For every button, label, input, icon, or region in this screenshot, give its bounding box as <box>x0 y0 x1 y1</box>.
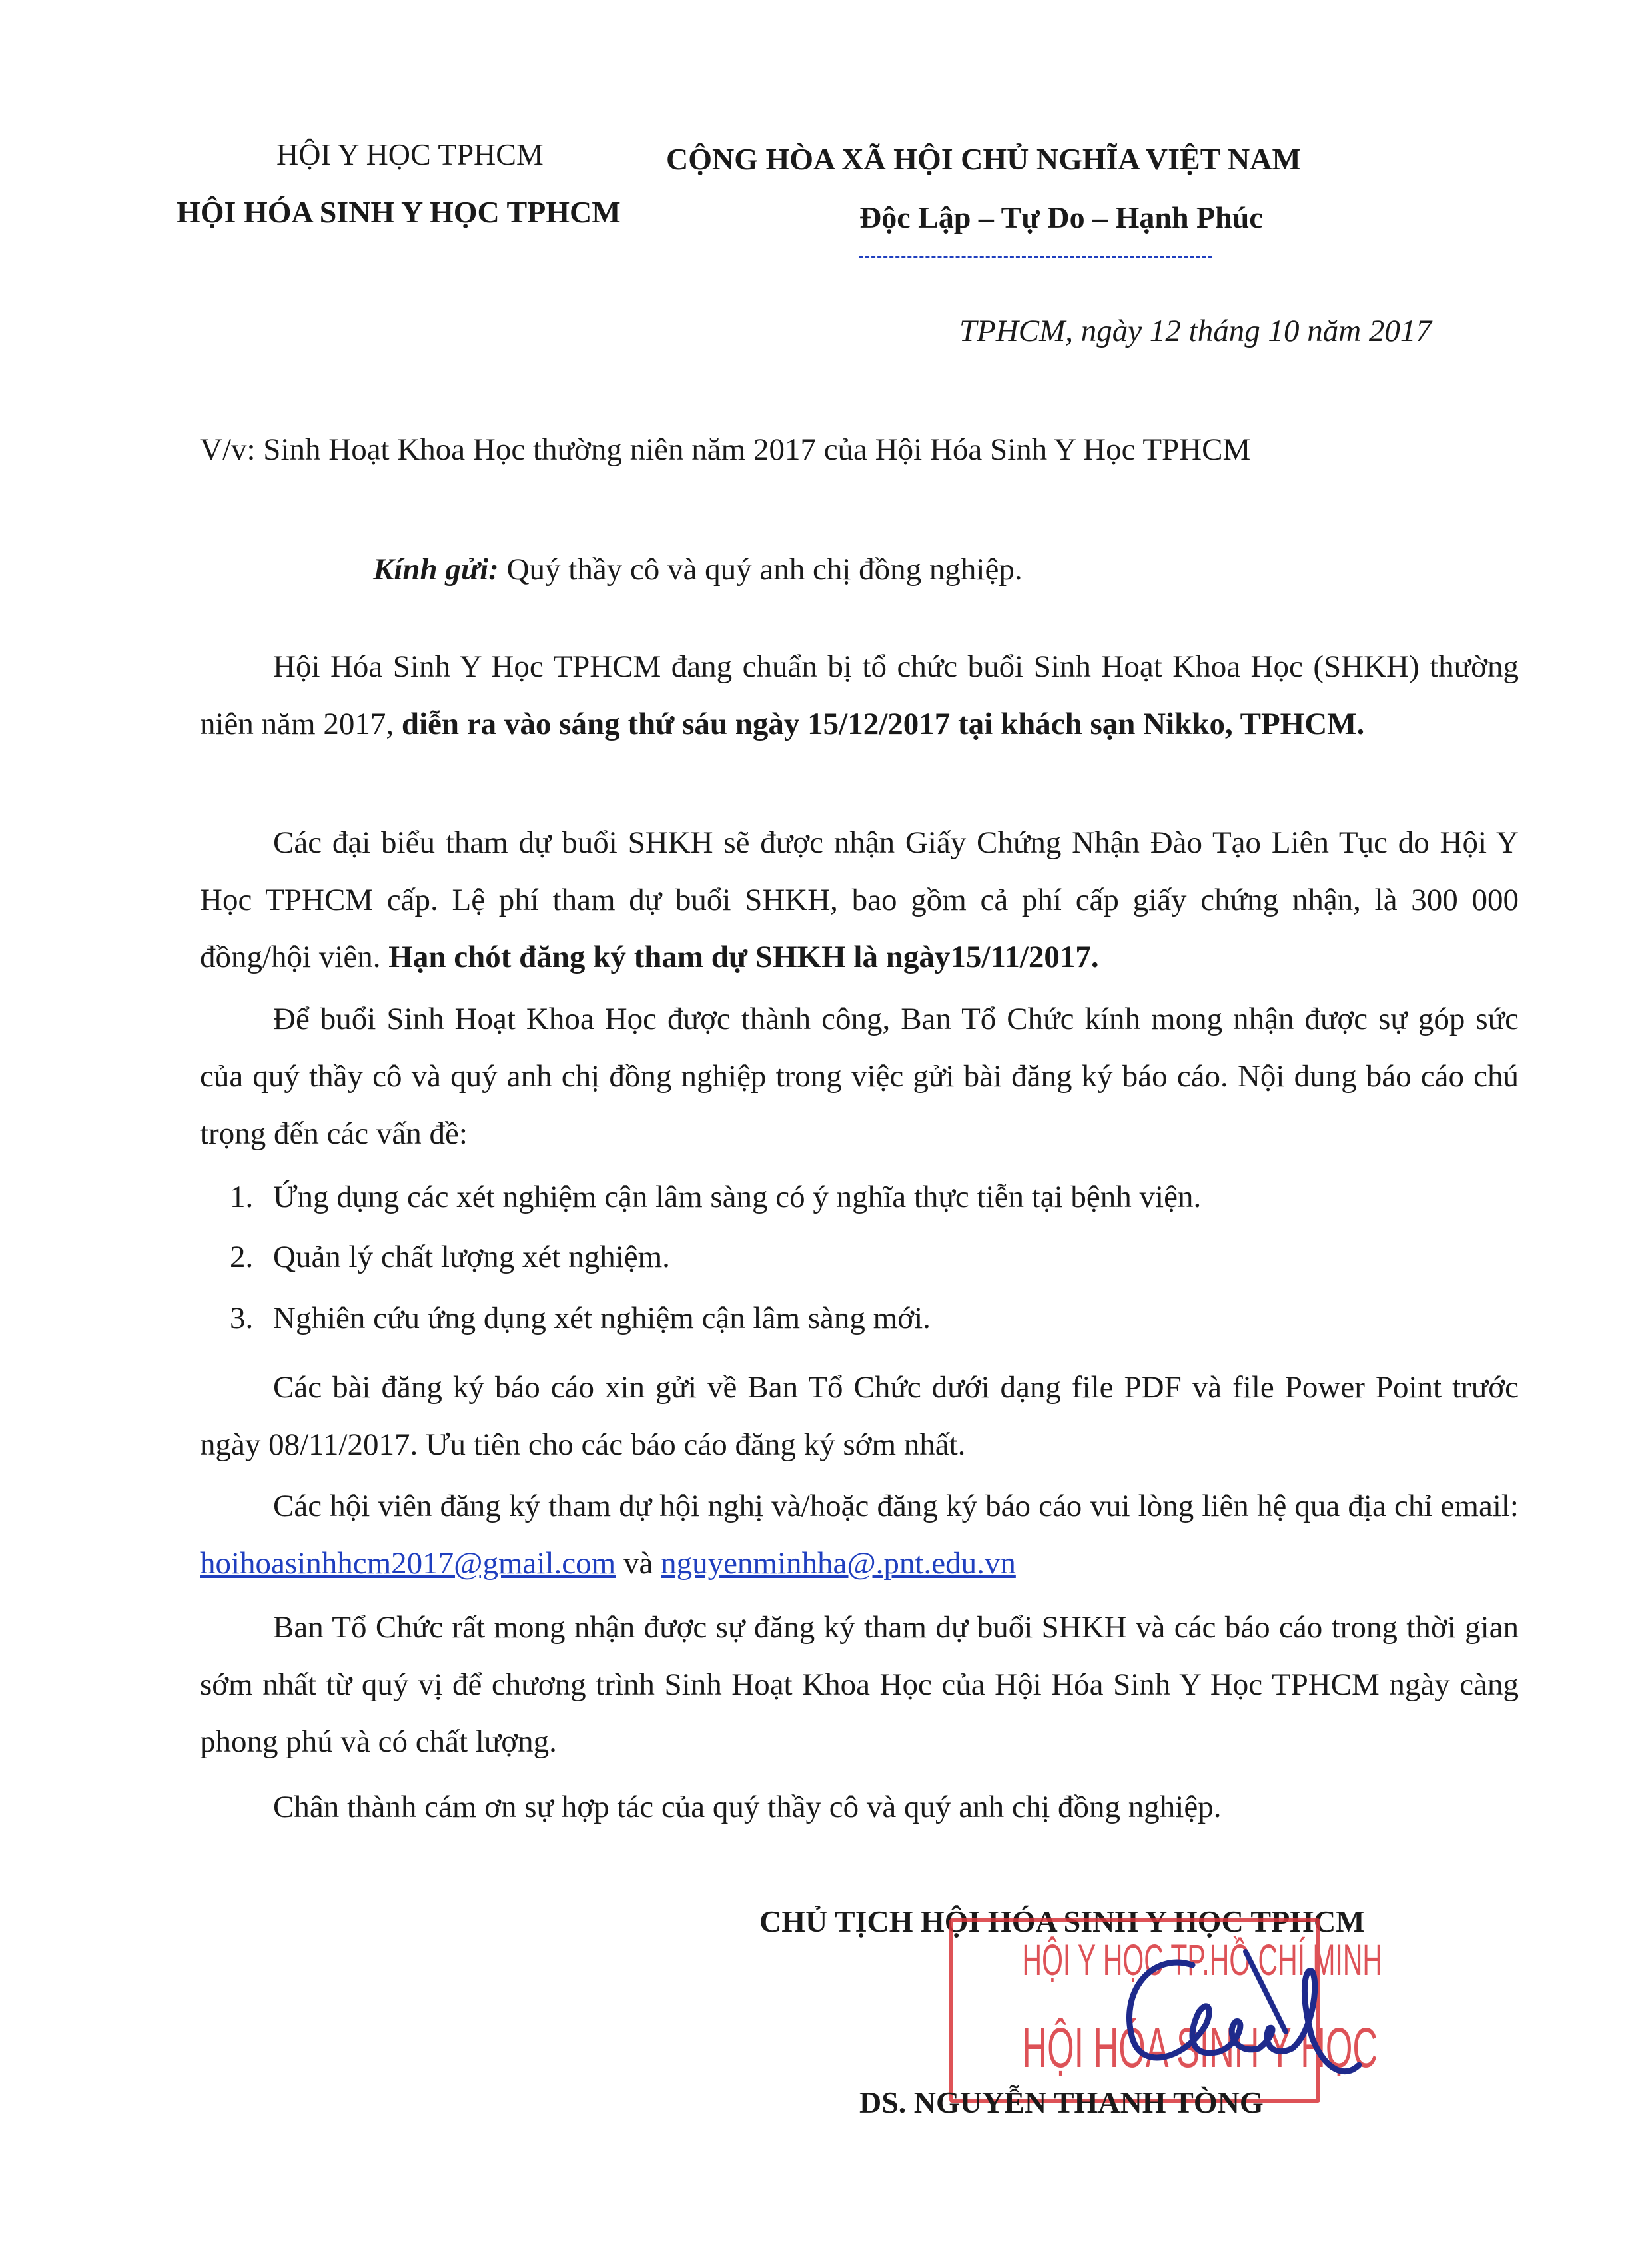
list-item-3-number: 3. <box>230 1301 254 1335</box>
date-line: TPHCM, ngày 12 tháng 10 năm 2017 <box>959 314 1432 348</box>
header-dashed-divider <box>859 256 1212 258</box>
org-line-1: HỘI Y HỌC TPHCM <box>276 137 544 171</box>
handwritten-signature <box>1092 1925 1372 2105</box>
paragraph-5-conjunction: và <box>616 1546 661 1581</box>
list-item-1-number: 1. <box>230 1180 254 1214</box>
paragraph-5 <box>200 1477 1519 1592</box>
paragraph-4: Các bài đăng ký báo cáo xin gửi về Ban Tổ Chức dưới dạng file PDF và file Power Point trước ngày 08/11/2017. Ưu tiên cho các báo cáo đăng ký sớm nhất. <box>200 1370 1519 1462</box>
greeting <box>373 552 1023 587</box>
email-link-2[interactable]: nguyenminhha@.pnt.edu.vn <box>661 1546 1016 1581</box>
nation-line-2: Độc Lập – Tự Do – Hạnh Phúc <box>859 200 1263 234</box>
list-item-1-text: Ứng dụng các xét nghiệm cận lâm sàng có ý nghĩa thực tiễn tại bệnh viện. <box>273 1180 1202 1214</box>
greeting-label: Kính gửi: <box>373 552 499 587</box>
stamp-line-2: HỘI HÓA SINH Y HỌC <box>1022 2016 1378 2079</box>
org-line-2: HỘI HÓA SINH Y HỌC TPHCM <box>177 195 621 229</box>
paragraph-1-event-info: diễn ra vào sáng thứ sáu ngày 15/12/2017 tại khách sạn Nikko, TPHCM. <box>401 707 1365 741</box>
paragraph-2-text: Các đại biểu tham dự buổi SHKH sẽ được nhận Giấy Chứng Nhận Đào Tạo Liên Tục do Hội Y Học TPHCM cấp. Lệ phí tham dự buổi SHKH, bao gồm cả phí cấp giấy chứng nhận, là 300 000 đồng/hội viên. <box>200 825 1519 974</box>
greeting-text: Quý thầy cô và quý anh chị đồng nghiệp. <box>498 552 1023 587</box>
paragraph-1-text: Hội Hóa Sinh Y Học TPHCM đang chuẩn bị tổ chức buổi Sinh Hoạt Khoa Học (SHKH) thường niên năm 2017, <box>200 649 1519 741</box>
paragraph-7: Chân thành cám ơn sự hợp tác của quý thầy cô và quý anh chị đồng nghiệp. <box>273 1790 1222 1824</box>
email-link-1[interactable]: hoihoasinhhcm2017@gmail.com <box>200 1546 616 1581</box>
list-item-2-number: 2. <box>230 1240 254 1274</box>
paragraph-2 <box>200 814 1519 986</box>
paragraph-5-text: Các hội viên đăng ký tham dự hội nghị và/hoặc đăng ký báo cáo vui lòng liên hệ qua địa chỉ email: <box>273 1489 1519 1523</box>
list-item-2-text: Quản lý chất lượng xét nghiệm. <box>273 1240 670 1274</box>
list-item-3-text: Nghiên cứu ứng dụng xét nghiệm cận lâm sàng mới. <box>273 1301 931 1335</box>
stamp-line-1: HỘI Y HỌC TP.HỒ CHÍ MINH <box>1022 1935 1382 1984</box>
paragraph-6: Ban Tổ Chức rất mong nhận được sự đăng ký tham dự buổi SHKH và các báo cáo trong thời gian sớm nhất từ quý vị để chương trình Sinh Hoạt Khoa Học của Hội Hóa Sinh Y Học TPHCM ngày càng phong phú và có chất lượng. <box>200 1610 1519 1759</box>
paragraph-1 <box>200 638 1519 753</box>
subject-line: V/v: Sinh Hoạt Khoa Học thường niên năm 2017 của Hội Hóa Sinh Y Học TPHCM <box>200 432 1251 467</box>
signature-title: CHỦ TỊCH HỘI HÓA SINH Y HỌC TPHCM <box>759 1904 1365 1938</box>
paragraph-2-deadline: Hạn chót đăng ký tham dự SHKH là ngày15/11/2017. <box>388 940 1099 974</box>
signatory-name: DS. NGUYỄN THANH TÒNG <box>859 2085 1264 2119</box>
nation-line-1: CỘNG HÒA XÃ HỘI CHỦ NGHĨA VIỆT NAM <box>666 142 1301 176</box>
paragraph-3: Để buổi Sinh Hoạt Khoa Học được thành công, Ban Tổ Chức kính mong nhận được sự góp sức của quý thầy cô và quý anh chị đồng nghiệp trong việc gửi bài đăng ký báo cáo. Nội dung báo cáo chú trọng đến các vấn đề: <box>200 1002 1519 1151</box>
